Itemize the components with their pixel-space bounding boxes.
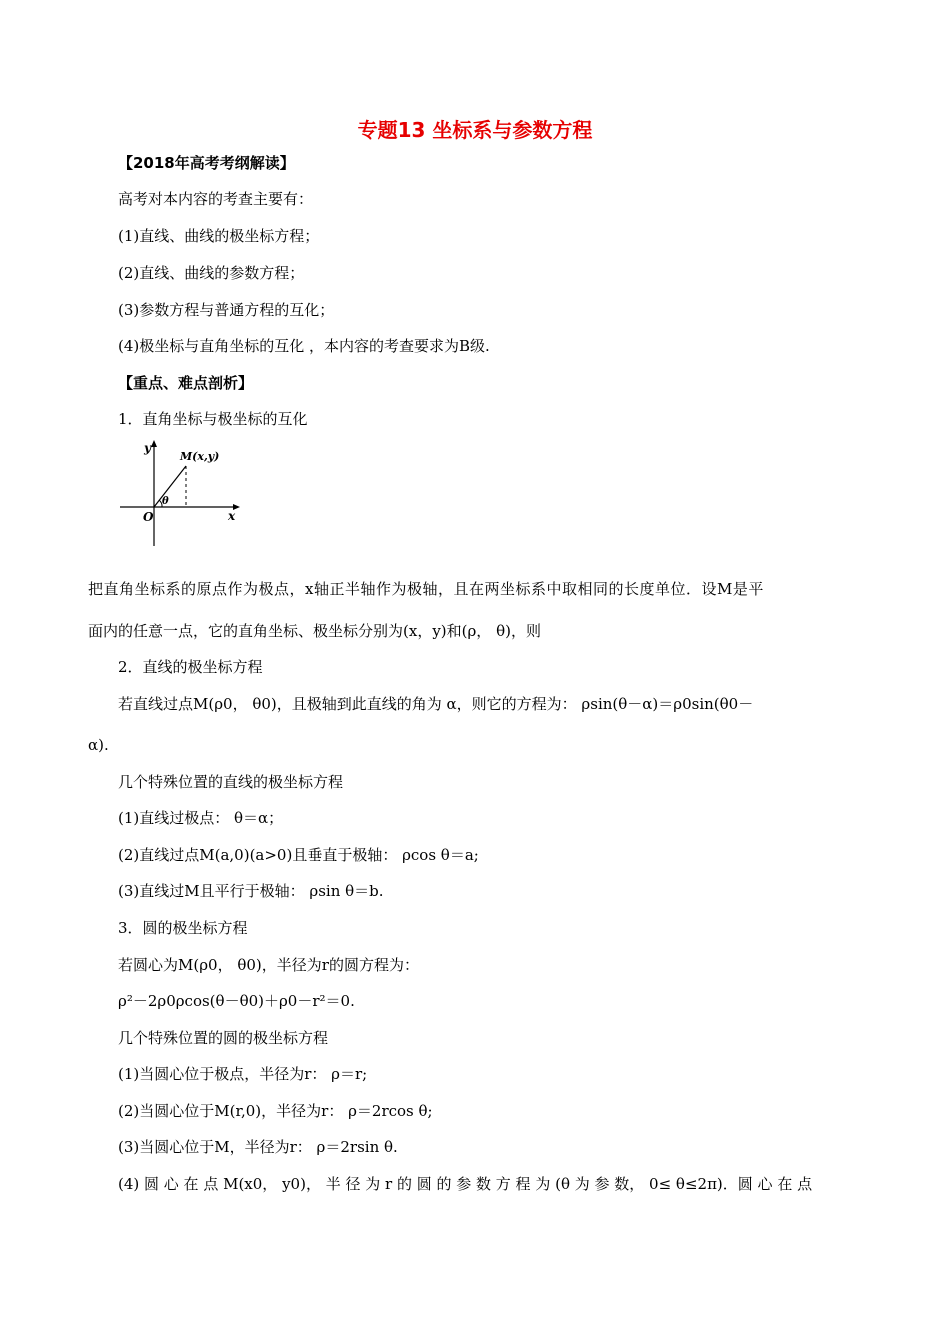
text-line: (4) 圆 心 在 点 M(x0， y0)， 半 径 为 r 的 圆 的 参 数 方 程 为 (θ 为 参 数， 0≤ θ≤2π)．圆 心 在 点 [118, 1175, 813, 1193]
text-line: 面内的任意一点，它的直角坐标、极坐标分别为(x，y)和(ρ， θ)，则 [88, 622, 541, 640]
text-line: (1)直线、曲线的极坐标方程； [118, 227, 320, 245]
x-axis-label: x [228, 509, 236, 523]
text-line: 若直线过点M(ρ0， θ0)，且极轴到此直线的角为 α，则它的方程为： ρsin(θ－α)＝ρ0sin(θ0－ [118, 695, 754, 713]
text-line: (3)当圆心位于M，半径为r： ρ＝2rsin θ. [118, 1138, 398, 1156]
text-line: (2)当圆心位于M(r,0)，半径为r： ρ＝2rcos θ; [118, 1102, 433, 1120]
text-line: 把直角坐标系的原点作为极点，x轴正半轴作为极轴，且在两坐标系中取相同的长度单位．设M是平 [88, 580, 764, 598]
text-line: (3)直线过M且平行于极轴： ρsin θ＝b. [118, 882, 384, 900]
page-title: 专题13 坐标系与参数方程 [357, 118, 593, 142]
text-line: (1)当圆心位于极点，半径为r： ρ＝r; [118, 1065, 368, 1083]
key-points-heading: 【重点、难点剖析】 [118, 374, 254, 392]
radius-line [154, 466, 186, 507]
origin-label: O [143, 510, 154, 524]
coordinate-figure [118, 438, 248, 550]
section-heading-2: 2．直线的极坐标方程 [118, 658, 263, 676]
angle-label: θ [162, 496, 169, 507]
text-line: (4)极坐标与直角坐标的互化 ，本内容的考查要求为B级. [118, 337, 490, 355]
text-line: (2)直线、曲线的参数方程； [118, 264, 305, 282]
y-axis-label: y [144, 441, 151, 455]
point-label: M(x,y) [180, 450, 220, 463]
text-line: ρ²－2ρ0ρcos(θ－θ0)＋ρ0－r²＝0. [118, 992, 355, 1010]
text-line: 高考对本内容的考查主要有： [118, 190, 314, 208]
text-line: α). [88, 736, 109, 754]
section-heading-1: 1．直角坐标与极坐标的互化 [118, 410, 308, 428]
text-line: (2)直线过点M(a,0)(a>0)且垂直于极轴： ρcos θ＝a; [118, 846, 479, 864]
text-line: 几个特殊位置的直线的极坐标方程 [118, 773, 344, 791]
y-axis-arrow [151, 440, 157, 447]
text-line: 几个特殊位置的圆的极坐标方程 [118, 1029, 329, 1047]
section-heading-3: 3．圆的极坐标方程 [118, 919, 248, 937]
text-line: 若圆心为M(ρ0， θ0)，半径为r的圆方程为： [118, 956, 419, 974]
syllabus-heading: 【2018年高考考纲解读】 [118, 154, 295, 172]
text-line: (1)直线过极点： θ＝α； [118, 809, 284, 827]
text-line: (3)参数方程与普通方程的互化； [118, 301, 335, 319]
